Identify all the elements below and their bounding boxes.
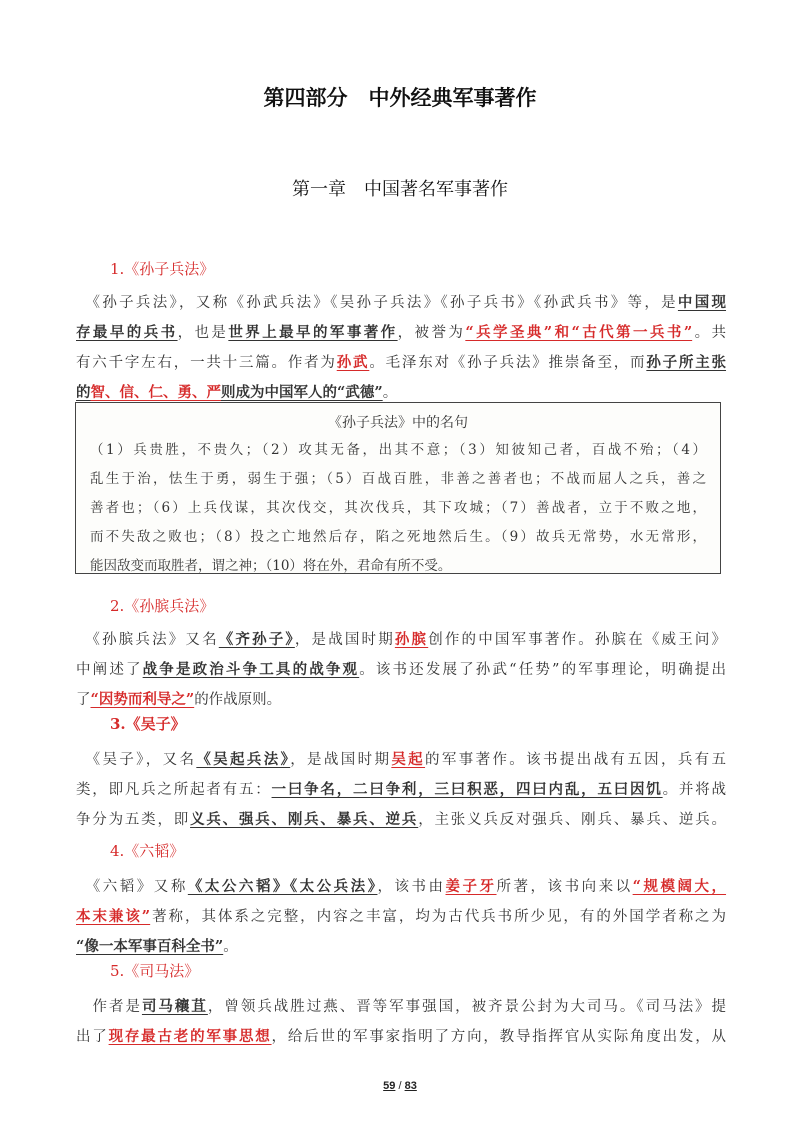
highlight-phrase: 智、信、仁、勇、严 (90, 384, 221, 401)
text-run: 作者是 (92, 999, 142, 1015)
highlight-phrase: “兵学圣典”和“古代第一兵书” (465, 324, 693, 341)
text-run: 有六千字左右，一共十三篇。作者为 (76, 355, 337, 371)
key-phrase: 孙子所主张 (646, 354, 727, 371)
famous-quotes-box (75, 402, 721, 574)
key-phrase: 存最早的兵书 (76, 324, 178, 341)
key-phrase: 义兵、强兵、刚兵、暴兵、逆兵 (190, 811, 419, 828)
highlight-phrase: 孙武 (336, 354, 370, 371)
paragraph-line (76, 288, 726, 318)
text-run: 。共 (692, 325, 727, 341)
paragraph-line (76, 805, 726, 835)
section-body-simafa (76, 992, 726, 1052)
text-run: 《孙膑兵法》又名 (92, 632, 219, 648)
paragraph-line (76, 1022, 726, 1052)
text-run: 《六韬》又称 (93, 879, 188, 895)
text-run: 。 (223, 939, 238, 955)
highlight-phrase: 姜子牙 (445, 878, 497, 895)
section-body-sunzi (76, 288, 726, 408)
text-run: 《吴子》，又名 (92, 752, 197, 768)
highlight-phrase: “规模阔大， (632, 878, 727, 895)
paragraph-line (76, 625, 726, 655)
paragraph-line (76, 745, 726, 775)
paragraph-line (76, 992, 726, 1022)
highlight-phrase: 本末兼该” (76, 908, 151, 925)
paragraph-line (76, 348, 726, 378)
section-heading-wuzi: 3.《吴子》 (110, 715, 186, 733)
paragraph-line (76, 775, 726, 805)
text-run: ，给后世的军事家指明了方向，教导指挥官从实际角度出发，从 (271, 1029, 727, 1045)
text-run: 出了 (76, 1029, 109, 1045)
quote-line: （1）兵贵胜，不贵久；（2）攻其无备，出其不意；（3）知彼知己者，百战不殆；（4） (90, 442, 706, 458)
section-body-wuzi (76, 745, 726, 835)
section-heading-sunzi: 1.《孙子兵法》 (110, 260, 215, 278)
section-body-sunbin (76, 625, 726, 715)
text-run: 。该书还发展了孙武“任势”的军事理论，明确提出 (359, 662, 727, 678)
text-run: 的军事著作。该书提出战有五因，兵有五 (425, 752, 727, 768)
section-body-liutao (76, 872, 726, 962)
current-page: 59 (383, 1080, 396, 1092)
text-run: ，主张义兵反对强兵、刚兵、暴兵、逆兵。 (418, 812, 727, 828)
text-run: 。毛泽东对《孙子兵法》推崇备至，而 (369, 355, 647, 371)
paragraph-line (76, 902, 726, 932)
highlight-phrase: “因势而利导之” (90, 691, 195, 708)
page-number (0, 1080, 800, 1092)
key-phrase: “像一本军事百科全书” (76, 938, 224, 955)
paragraph-line (76, 685, 726, 715)
highlight-phrase: 孙膑 (394, 631, 429, 648)
quote-line: 善者也；（6）上兵伐谋，其次伐交，其次伐兵，其下攻城；（7）善战者，立于不败之地， (90, 500, 706, 516)
quote-box-title: 《孙子兵法》中的名句 (328, 415, 468, 431)
key-phrase: 《太公六韬》《太公兵法》 (187, 878, 378, 895)
text-run: 类，即凡兵之所起者有五： (76, 782, 272, 798)
text-run: ，也是 (177, 325, 229, 341)
part-title: 第四部分 中外经典军事著作 (263, 86, 537, 110)
paragraph-line (76, 872, 726, 902)
key-phrase: 一曰争名，二曰争利，三曰积恶，四曰内乱，五曰因饥 (271, 781, 663, 798)
text-run: 中阐述了 (76, 662, 143, 678)
text-run: ，是战国时期 (294, 632, 395, 648)
text-run: ，被誉为 (397, 325, 466, 341)
section-heading-liutao: 4.《六韬》 (110, 842, 185, 860)
text-run: 的作战原则。 (194, 692, 282, 708)
text-run: 了 (76, 692, 91, 708)
page-separator: / (395, 1080, 405, 1092)
text-run: 。 (382, 385, 398, 401)
text-run: ，该书由 (377, 879, 446, 895)
paragraph-line (76, 932, 726, 962)
quote-line: 能因敌变而取胜者，谓之神；（10）将在外，君命有所不受。 (90, 558, 452, 574)
text-run: 。并将战 (662, 782, 727, 798)
quote-line: 乱生于治，怯生于勇，弱生于强；（5）百战百胜，非善之善者也；不战而屈人之兵，善之 (90, 471, 706, 487)
text-run: ，曾领兵战胜过燕、晋等军事强国，被齐景公封为大司马。《司马法》提 (207, 999, 727, 1015)
total-pages: 83 (404, 1080, 417, 1092)
text-run: 所著，该书向来以 (496, 879, 633, 895)
key-phrase: 战争是政治斗争工具的战争观 (142, 661, 360, 678)
section-heading-simafa: 5.《司马法》 (110, 962, 200, 980)
text-run: ，是战国时期 (290, 752, 392, 768)
chapter-title: 第一章 中国著名军事著作 (292, 179, 508, 200)
paragraph-line (76, 655, 726, 685)
key-phrase: 的 (76, 384, 91, 401)
key-phrase: 司马穰苴 (141, 998, 208, 1015)
text-run: 创作的中国军事著作。孙膑在《威王问》 (428, 632, 727, 648)
quote-line: 而不失敌之败也；（8）投之亡地然后存，陷之死地然后生。（9）故兵无常势，水无常形， (90, 529, 706, 545)
text-run: 争分为五类，即 (76, 812, 191, 828)
key-phrase: 则成为中国军人的“武德” (221, 384, 383, 401)
highlight-phrase: 现存最古老的军事思想 (108, 1028, 272, 1045)
key-phrase: 《齐孙子》 (218, 631, 295, 648)
key-phrase: 《吴起兵法》 (196, 751, 291, 768)
key-phrase: 中国现 (677, 294, 727, 311)
text-run: 著称，其体系之完整，内容之丰富，均为古代兵书所少见，有的外国学者称之为 (150, 909, 726, 925)
text-run: 《孙子兵法》，又称《孙武兵法》《吴孙子兵法》《孙子兵书》《孙武兵书》等，是 (92, 295, 678, 311)
highlight-phrase: 吴起 (391, 751, 426, 768)
paragraph-line (76, 318, 726, 348)
key-phrase: 世界上最早的军事著作 (228, 324, 398, 341)
section-heading-sunbin: 2.《孙膑兵法》 (110, 597, 215, 615)
